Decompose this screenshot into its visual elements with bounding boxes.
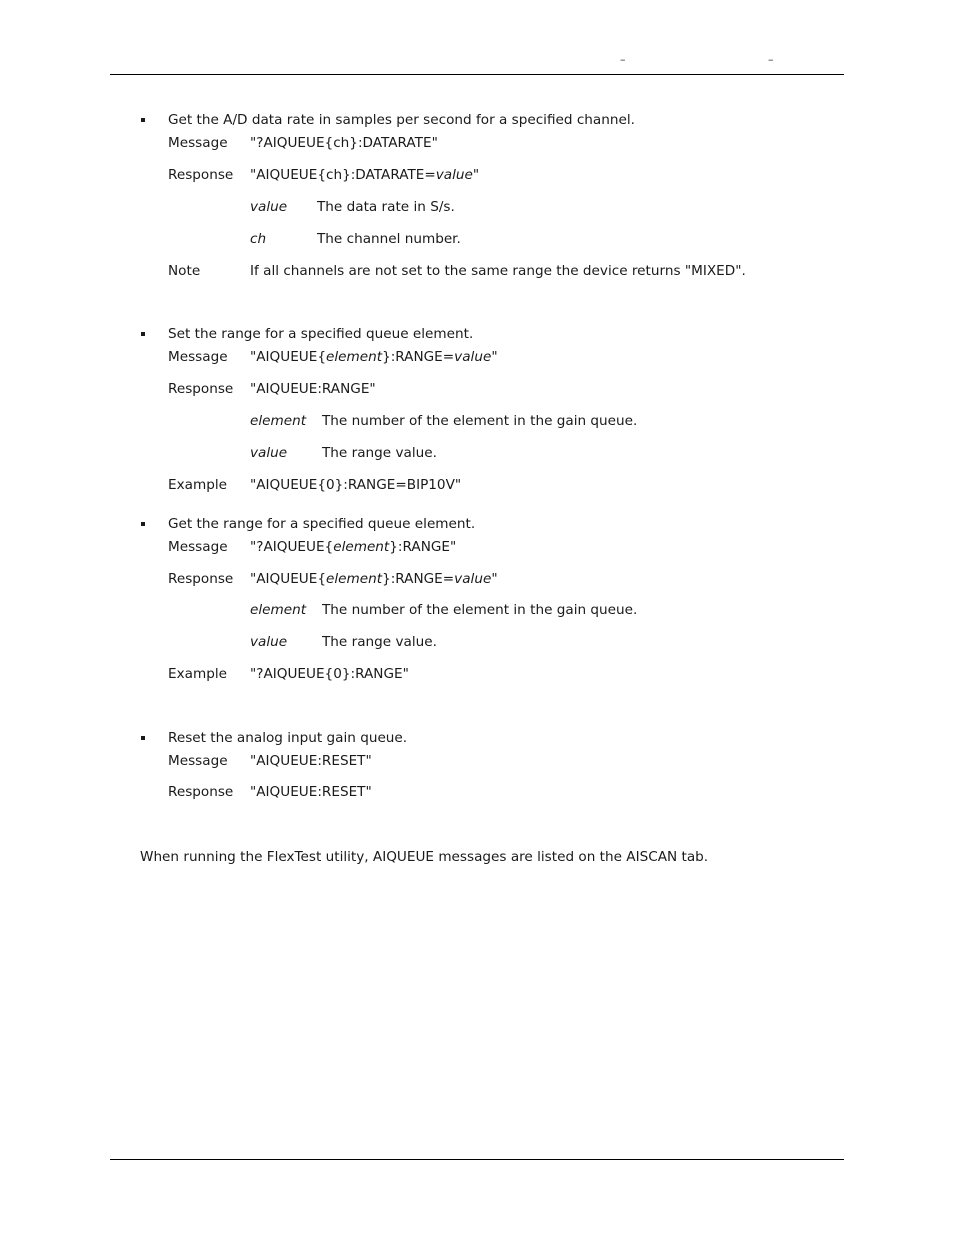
param-description: The range value.	[322, 445, 437, 461]
response-value: "AIQUEUE:RANGE"	[250, 381, 376, 397]
note-value: If all channels are not set to the same range the device returns "MIXED".	[250, 263, 746, 279]
param-description: The number of the element in the gain queue.	[322, 413, 638, 429]
header-mark-right: –	[768, 53, 774, 66]
section-title: Get the range for a specified queue element.	[168, 516, 476, 532]
example-value: "?AIQUEUE{0}:RANGE"	[250, 666, 409, 682]
message-label: Message	[168, 753, 228, 769]
section-title: Get the A/D data rate in samples per second for a specified channel.	[168, 112, 635, 128]
example-value: "AIQUEUE{0}:RANGE=BIP10V"	[250, 477, 462, 493]
message-value: "?AIQUEUE{element}:RANGE"	[250, 539, 457, 555]
message-label: Message	[168, 349, 228, 365]
message-label: Message	[168, 135, 228, 151]
note-label: Note	[168, 263, 201, 279]
footer-rule	[110, 1159, 844, 1160]
bullet-icon	[141, 332, 145, 336]
example-label: Example	[168, 666, 227, 682]
param-name: ch	[250, 231, 267, 247]
param-description: The range value.	[322, 634, 437, 650]
bullet-icon	[141, 736, 145, 740]
response-label: Response	[168, 381, 234, 397]
header-rule	[110, 74, 844, 75]
section-title: Reset the analog input gain queue.	[168, 730, 408, 746]
param-name: value	[250, 634, 288, 650]
param-name: element	[250, 602, 307, 618]
response-value: "AIQUEUE{ch}:DATARATE=value"	[250, 167, 480, 183]
message-label: Message	[168, 539, 228, 555]
message-value: "AIQUEUE:RESET"	[250, 753, 372, 769]
response-value: "AIQUEUE:RESET"	[250, 784, 372, 800]
response-label: Response	[168, 571, 234, 587]
message-value: "?AIQUEUE{ch}:DATARATE"	[250, 135, 438, 151]
bullet-icon	[141, 118, 145, 122]
response-label: Response	[168, 784, 234, 800]
param-name: value	[250, 199, 288, 215]
header-mark-left: –	[620, 53, 626, 66]
response-value: "AIQUEUE{element}:RANGE=value"	[250, 571, 498, 587]
param-description: The number of the element in the gain queue.	[322, 602, 638, 618]
param-description: The channel number.	[317, 231, 461, 247]
param-name: element	[250, 413, 307, 429]
param-description: The data rate in S/s.	[317, 199, 455, 215]
response-label: Response	[168, 167, 234, 183]
section-title: Set the range for a specified queue element.	[168, 326, 474, 342]
example-label: Example	[168, 477, 227, 493]
bullet-icon	[141, 522, 145, 526]
param-name: value	[250, 445, 288, 461]
footer-paragraph: When running the FlexTest utility, AIQUEUE messages are listed on the AISCAN tab.	[140, 849, 709, 865]
message-value: "AIQUEUE{element}:RANGE=value"	[250, 349, 498, 365]
